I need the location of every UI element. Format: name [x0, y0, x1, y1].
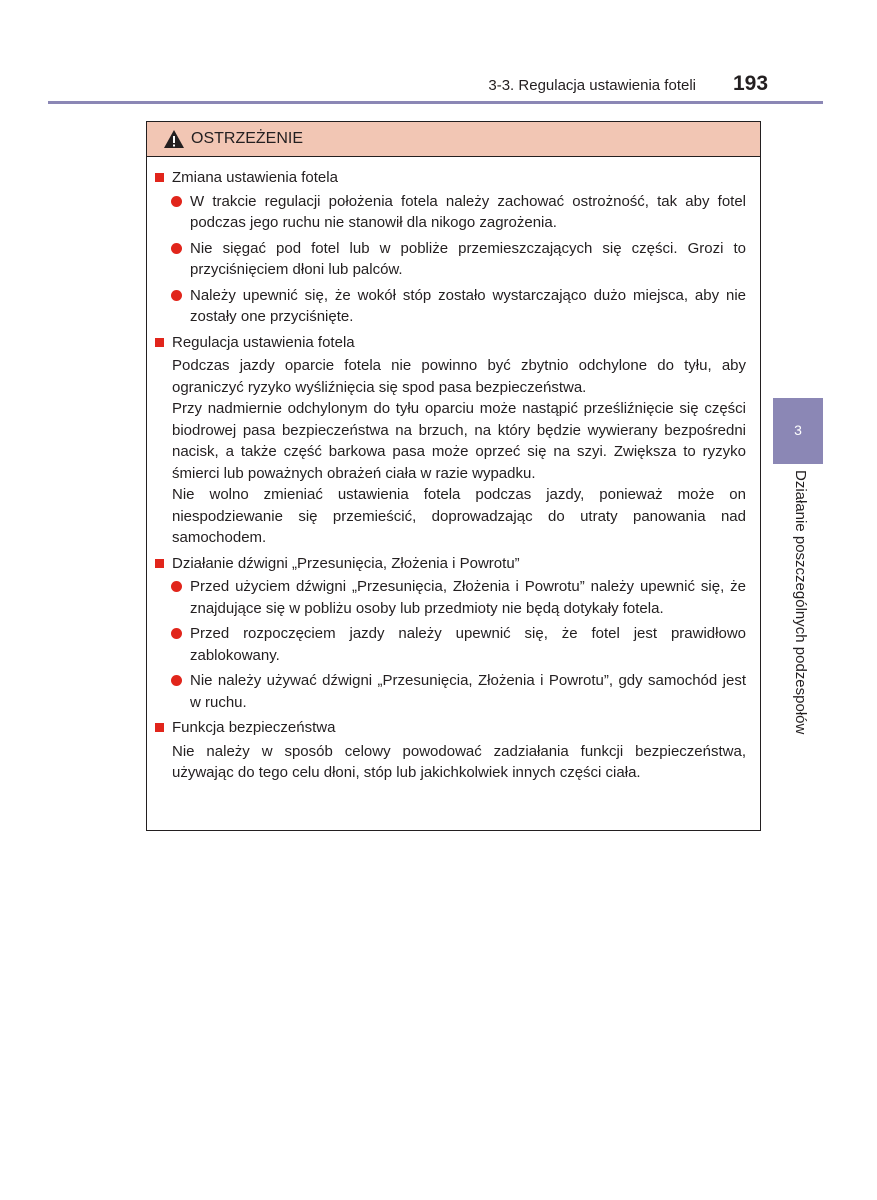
section-seat-position	[151, 332, 746, 549]
paragraph: Nie należy w sposób celowy powodować zadziałania funkcji bezpieczeństwa, używając do tego celu dłoni, stóp lub jakichkolwiek innych części ciała.	[172, 742, 746, 781]
section-seat-adjustment	[151, 167, 746, 328]
red-square-marker	[155, 723, 164, 732]
warning-header	[147, 122, 760, 157]
red-square-marker	[155, 559, 164, 568]
list-item	[171, 238, 746, 281]
chapter-tab-number: 3	[794, 422, 802, 438]
section-heading-text: Funkcja bezpieczeństwa	[172, 719, 336, 736]
section-heading-text: Regulacja ustawienia fotela	[172, 333, 355, 351]
red-square-marker	[155, 338, 164, 347]
list-item-text: W trakcie regulacji położenia fotela należy zachować ostrożność, tak aby fotel podczas jego ruchu nie stanowił dla nikogo zagrożenia.	[190, 192, 746, 231]
red-square-marker	[155, 173, 164, 182]
paragraph: Przy nadmiernie odchylonym do tyłu oparciu może nastąpić prześliźnięcie się części biodrowej pasa bezpieczeństwa na brzuch, na który będzie wywierany bezpośredni nacisk, a także część barkowa pasa może oprzeć się na szyi. Zwiększa to ryzyko śmierci lub poważnych obrażeń ciała w razie wypadku.	[172, 400, 746, 482]
warning-title: OSTRZEŻENIE	[191, 130, 304, 147]
chapter-tab	[773, 398, 823, 464]
warning-body	[147, 157, 760, 784]
list-item	[171, 191, 746, 234]
list-item-text: Należy upewnić się, że wokół stóp zostało wystarczająco dużo miejsca, aby nie zostały one przyciśnięte.	[190, 286, 746, 325]
chapter-tab-label: Działanie poszczególnych podzespołów	[792, 470, 809, 735]
section-safety-function	[151, 717, 746, 784]
section-heading	[151, 332, 746, 354]
paragraph: Podczas jazdy oparcie fotela nie powinno być zbytnio odchylone do tyłu, aby ograniczyć ryzyko wyśliźnięcia się spod pasa bezpieczeństwa.	[172, 357, 746, 396]
list-item-text: Nie należy używać dźwigni „Przesunięcia, Złożenia i Powrotu”, gdy samochód jest w ruchu.	[190, 672, 746, 711]
warning-triangle-icon	[163, 129, 185, 149]
red-dot-bullet	[171, 290, 182, 301]
red-dot-bullet	[171, 628, 182, 639]
section-heading	[151, 553, 746, 575]
section-lever-operation	[151, 553, 746, 714]
red-dot-bullet	[171, 243, 182, 254]
list-item	[171, 670, 746, 713]
red-dot-bullet	[171, 675, 182, 686]
page-number: 193	[733, 72, 769, 95]
section-heading-text: Zmiana ustawienia fotela	[172, 169, 338, 186]
list-item-text: Przed rozpoczęciem jazdy należy upewnić się, że fotel jest prawidłowo zablokowany.	[190, 625, 746, 664]
list-item	[171, 623, 746, 666]
header-divider	[48, 101, 823, 104]
list-item	[171, 285, 746, 328]
warning-box	[146, 121, 761, 831]
section-heading-text: Działanie dźwigni „Przesunięcia, Złożenia i Powrotu”	[172, 554, 520, 572]
paragraph: Nie wolno zmieniać ustawienia fotela podczas jazdy, ponieważ może on niespodziewanie się przemieścić, doprowadzając do utraty panowania nad samochodem.	[172, 486, 746, 546]
list-item-text: Nie sięgać pod fotel lub w pobliże przemieszczających się części. Grozi to przyciśnięciem dłoni lub palców.	[190, 239, 746, 278]
list-item-text: Przed użyciem dźwigni „Przesunięcia, Złożenia i Powrotu” należy upewnić się, że znajdujące się w pobliżu osoby lub przedmioty nie będą dotykały fotela.	[190, 578, 746, 617]
running-header-title: 3-3. Regulacja ustawienia foteli	[488, 77, 696, 94]
section-heading	[151, 717, 746, 739]
list-item	[171, 576, 746, 619]
red-dot-bullet	[171, 581, 182, 592]
red-dot-bullet	[171, 196, 182, 207]
section-heading	[151, 167, 746, 189]
